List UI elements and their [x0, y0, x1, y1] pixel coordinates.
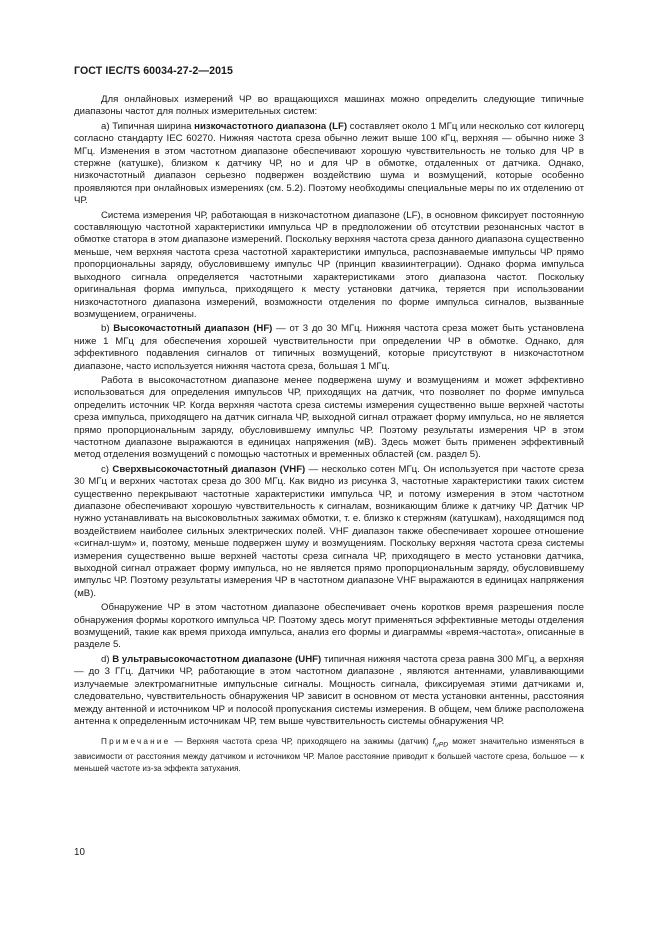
- item-d-text: типичная нижняя частота среза равна 300 МГц, а верхняя — до 3 ГГц. Датчики ЧР, работающие в этом частотном диапазоне , являются антеннами, улавливающими излучаемые электромагнитные импульсные сигналы. Мощность сигнала, фиксируемая этими датчиками и, следовательно, чувствительность обнаружения ЧР зависит в основном от места установки антенны, расстояния между антенной и источником ЧР и полосой пропускания системы измерения. В общем, чем ближе расположена антенна к определенным источникам ЧР, тем выше чувствительность системы обнаружения ЧР.: [74, 653, 584, 727]
- note-label: Примечание: [101, 737, 171, 747]
- item-a-text: составляет около 1 МГц или несколько сот килогерц согласно стандарту IEC 60270. Нижняя частота среза обычно лежит выше 100 кГц, верхняя — обычно ниже 3 МГц. Изменения в этом частотном диапазоне обеспечивают хорошую чувствительность не только для ЧР в стержне (катушке), близком к датчику ЧР, но и для ЧР в обмотке, отдаленных от датчика. Однако, низкочастотный диапазон серьезно подвержен воздействию шума и возмущений, которые особенно проявляются при онлайновых измерениях (см. 5.2). Поэтому необходимы специальные меры по их отделению от ЧР.: [74, 120, 584, 207]
- paragraph-hf-work: Работа в высокочастотном диапазоне менее подвержена шуму и возмущениям и может эффективно использоваться для определения импульсов ЧР, приходящих на датчик, что позволяет по форме импульса определить источник ЧР. Когда верхняя частота среза системы измерения существенно выше верхней частоты среза импульса, приходящего на датчик сигнала ЧР, выходной сигнал отражает форму импульса, но не является прямо пропорциональным заряду, обусловившему импульс ЧР. Поэтому результаты измерения ЧР в этом частотном диапазоне выражаются в единицах напряжения (мВ). Здесь может быть применен эффективный метод отделения возмущений с помощью частотных и временных областей (см. раздел 5).: [74, 374, 584, 461]
- note: [74, 736, 584, 774]
- item-d-prefix: d): [101, 653, 113, 665]
- note-symbol-subscript: uPD: [434, 741, 449, 749]
- note-text-before: — Верхняя частота среза ЧР, приходящего на зажимы (датчик): [170, 737, 433, 747]
- paragraph-vhf-range: [74, 464, 584, 600]
- note-symbol: f: [432, 737, 435, 747]
- paragraph-hf-range: [74, 323, 584, 373]
- item-c-text: — несколько сотен МГц. Он используется при частоте среза 30 МГц и верхних частотах среза до 300 МГц. Как видно из рисунка 3, частотные характеристики таких систем существенно перекрывают частотные характеристики импульса ЧР, и потому измерения в этом частотном диапазоне обеспечивают хорошую чувствительность к сигналам, возникающим ближе к датчику ЧР. Датчик ЧР нужно устанавливать на высоковольтных зажимах обмотки, т. е. близко к стержням (катушкам), находящимся под воздействием наиболее сильных электрических полей. VHF диапазон также обеспечивает хорошее отношение «сигнал-шум» и, поэтому, меньше подвержен шуму и возмущениям. Поскольку верхняя частота среза системы измерения существенно выше верхней частоты среза сигнала ЧР, приходящего в место установки датчика, выходной сигнал отражает форму импульса, но не является прямо пропорциональным заряду, обусловившему импульс ЧР. Поэтому результаты измерения ЧР в частотном диапазоне VHF выражаются в единицах напряжения (мВ).: [74, 463, 584, 599]
- item-a-prefix: а) Типичная ширина: [101, 120, 195, 132]
- paragraph-detection: Обнаружение ЧР в этом частотном диапазоне обеспечивает очень коротков время разрешения после обнаружения формы короткого импульса ЧР. Поэтому здесь могут применяться эффективные методы отделения возмущений, такие как время прихода импульса, анализ его формы и диаграммы «время-частота», описанные в разделе 5.: [74, 602, 584, 651]
- paragraph-lf-system: Система измерения ЧР, работающая в низкочастотном диапазоне (LF), в основном фиксирует постоянную составляющую частотной характеристики импульса ЧР в предположении об отсутствии резонансных частот в обмотке статора в этом диапазоне измерений. Поскольку верхняя частота среза данного диапазона существенно меньше, чем верхняя частота среза частотной характеристики импульса, распознаваемые импульсы ЧР прямо пропорциональны заряду, обусловившему импульс ЧР (принцип квазиинтеграции). Однако форма импульса выходного сигнала определяется частотными характеристиками этого диапазона частот. Поскольку оригинальная форма импульса, приходящего к месту установки датчика, теряется при использовании низкочастотного диапазона измерений, возможности отделения по форме импульса сигналов, вызванные возмущением, ограничены.: [74, 209, 584, 320]
- term-vhf-range: Сверхвысокочастотный диапазон (VHF): [112, 463, 306, 475]
- term-hf-range: Высокочастотный диапазон (HF): [113, 323, 273, 335]
- body-text: [74, 94, 584, 776]
- item-b-prefix: b): [101, 323, 114, 335]
- standard-header: ГОСТ IEC/TS 60034-27-2—2015: [74, 65, 234, 77]
- page-number: 10: [74, 847, 85, 858]
- paragraph-lf-range: [74, 121, 584, 208]
- paragraph-intro: Для онлайновых измерений ЧР во вращающихся машинах можно определить следующие типичные диапазоны частот для полных измерительных систем:: [74, 94, 584, 118]
- paragraph-uhf-range: [74, 654, 584, 728]
- term-lf-range: низкочастотного диапазона (LF): [194, 120, 348, 132]
- item-c-prefix: c): [101, 463, 113, 475]
- note-text-after: может значительно изменяться в зависимости от расстояния между датчиком и источником ЧР. Малое расстояние приводит к большей частоте среза, большое — к меньшей частоте из-за эффекта затухания.: [74, 737, 584, 773]
- item-b-text: — от 3 до 30 МГц. Нижняя частота среза может быть установлена ниже 1 МГц для обеспечения хорошей чувствительности при определении ЧР в обмотке. Однако, для эффективного подавления сигналов от типичных возмущений, которые присутствуют в низкочастотном диапазоне, часто используется нижняя частота среза, большая 1 МГц.: [74, 323, 584, 372]
- term-uhf-range: В ультравысокочастотном диапазоне (UHF): [112, 653, 322, 665]
